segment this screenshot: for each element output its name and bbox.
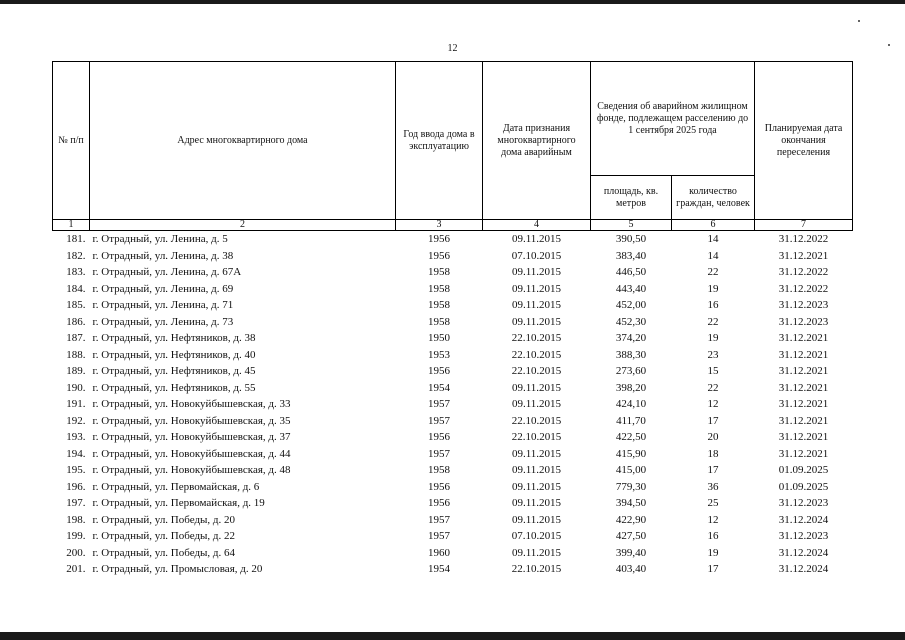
header-address: Адрес многоквартирного дома	[90, 62, 396, 220]
area-cell: 411,70	[616, 414, 646, 427]
year-cell: 1958	[428, 464, 450, 477]
residents-cell: 15	[707, 365, 719, 378]
address-cell: г. Отрадный, ул. Ленина, д. 69	[92, 282, 234, 295]
emergency-date-cell: 09.11.2015	[511, 233, 562, 246]
emergency-date-cell: 07.10.2015	[511, 530, 562, 543]
area-cell: 403,40	[615, 563, 647, 576]
row-number: 196.	[66, 480, 86, 493]
emergency-housing-table	[52, 61, 853, 578]
year-cell: 1958	[428, 315, 450, 328]
emergency-date-cell: 09.11.2015	[511, 282, 562, 295]
residents-cell: 18	[707, 447, 719, 460]
address-cell: г. Отрадный, ул. Ленина, д. 5	[92, 233, 228, 246]
address-cell: г. Отрадный, ул. Первомайская, д. 19	[92, 497, 265, 510]
emergency-date-cell: 09.11.2015	[511, 497, 562, 510]
planned-date-cell: 31.12.2021	[778, 365, 829, 378]
column-number: 1	[53, 220, 90, 231]
table-row	[53, 380, 853, 397]
residents-cell: 20	[707, 431, 719, 444]
residents-cell: 12	[707, 513, 719, 526]
address-cell: г. Отрадный, ул. Новокуйбышевская, д. 48	[92, 464, 291, 477]
residents-cell: 16	[707, 299, 719, 312]
row-number: 194.	[66, 447, 86, 460]
area-cell: 415,90	[615, 447, 647, 460]
address-cell: г. Отрадный, ул. Ленина, д. 67А	[92, 266, 242, 279]
address-cell: г. Отрадный, ул. Победы, д. 64	[92, 546, 236, 559]
row-number: 195.	[66, 464, 86, 477]
area-cell: 390,50	[615, 233, 647, 246]
table-row	[53, 231, 853, 248]
address-cell: г. Отрадный, ул. Новокуйбышевская, д. 37	[92, 431, 291, 444]
planned-date-cell: 01.09.2025	[778, 464, 829, 477]
address-cell: г. Отрадный, ул. Нефтяников, д. 40	[92, 348, 256, 361]
header-number: № п/п	[53, 62, 90, 220]
emergency-date-cell: 09.11.2015	[511, 513, 562, 526]
header-planned-date: Планируемая дата окончания переселения	[755, 62, 853, 220]
residents-cell: 14	[707, 249, 719, 262]
residents-cell: 14	[707, 233, 719, 246]
table-row	[53, 429, 853, 446]
address-cell: г. Отрадный, ул. Победы, д. 20	[92, 513, 236, 526]
row-number: 189.	[66, 365, 86, 378]
column-number: 3	[396, 220, 483, 231]
address-cell: г. Отрадный, ул. Ленина, д. 71	[92, 299, 234, 312]
planned-date-cell: 31.12.2021	[778, 414, 829, 427]
area-cell: 424,10	[615, 398, 647, 411]
planned-date-cell: 31.12.2021	[778, 381, 829, 394]
emergency-date-cell: 09.11.2015	[511, 447, 562, 460]
emergency-date-cell: 09.11.2015	[511, 381, 562, 394]
column-number: 2	[90, 220, 396, 231]
planned-date-cell: 31.12.2022	[778, 266, 829, 279]
row-number: 199.	[66, 530, 86, 543]
address-cell: г. Отрадный, ул. Нефтяников, д. 45	[92, 365, 256, 378]
residents-cell: 23	[707, 348, 719, 361]
row-number: 197.	[66, 497, 86, 510]
residents-cell: 25	[707, 497, 719, 510]
emergency-date-cell: 09.11.2015	[511, 464, 562, 477]
planned-date-cell: 31.12.2023	[778, 315, 829, 328]
planned-date-cell: 01.09.2025	[778, 480, 829, 493]
table-row	[53, 512, 853, 529]
year-cell: 1957	[428, 513, 450, 526]
area-cell: 415,00	[615, 464, 647, 477]
emergency-date-cell: 09.11.2015	[511, 546, 562, 559]
area-cell: 383,40	[615, 249, 647, 262]
row-number: 192.	[66, 414, 86, 427]
area-cell: 273,60	[615, 365, 647, 378]
column-numbers-row	[53, 220, 853, 231]
area-cell: 446,50	[615, 266, 647, 279]
residents-cell: 17	[707, 563, 719, 576]
address-cell: г. Отрадный, ул. Нефтяников, д. 55	[92, 381, 256, 394]
address-cell: г. Отрадный, ул. Первомайская, д. 6	[92, 480, 260, 493]
year-cell: 1956	[428, 249, 450, 262]
table-row	[53, 248, 853, 265]
area-cell: 452,00	[615, 299, 647, 312]
address-cell: г. Отрадный, ул. Новокуйбышевская, д. 33	[92, 398, 291, 411]
planned-date-cell: 31.12.2024	[778, 546, 829, 559]
address-cell: г. Отрадный, ул. Новокуйбышевская, д. 44	[92, 447, 291, 460]
column-number: 4	[483, 220, 591, 231]
year-cell: 1950	[428, 332, 450, 345]
table-row	[53, 297, 853, 314]
year-cell: 1956	[428, 480, 450, 493]
row-number: 186.	[66, 315, 86, 328]
year-cell: 1954	[428, 563, 450, 576]
table-row	[53, 462, 853, 479]
table-row	[53, 545, 853, 562]
emergency-date-cell: 22.10.2015	[511, 414, 562, 427]
page-number: 12	[447, 43, 458, 54]
year-cell: 1957	[428, 447, 450, 460]
row-number: 193.	[66, 431, 86, 444]
area-cell: 422,50	[615, 431, 647, 444]
row-number: 184.	[66, 282, 86, 295]
planned-date-cell: 31.12.2024	[778, 563, 829, 576]
emergency-date-cell: 09.11.2015	[511, 398, 562, 411]
column-number: 6	[672, 220, 755, 231]
emergency-date-cell: 22.10.2015	[511, 431, 562, 444]
residents-cell: 22	[707, 381, 719, 394]
row-number: 188.	[66, 348, 86, 361]
address-cell: г. Отрадный, ул. Нефтяников, д. 38	[92, 332, 256, 345]
emergency-date-cell: 22.10.2015	[511, 365, 562, 378]
scan-speck	[858, 20, 860, 22]
table-row	[53, 347, 853, 364]
residents-cell: 17	[707, 464, 719, 477]
year-cell: 1956	[428, 233, 450, 246]
table-row	[53, 528, 853, 545]
header-housing-info: Сведения об аварийном жилищном фонде, подлежащем расселению до 1 сентября 2025 года	[591, 62, 755, 176]
year-cell: 1953	[428, 348, 450, 361]
area-cell: 399,40	[615, 546, 647, 559]
scan-edge-top	[0, 0, 905, 4]
table-row	[53, 413, 853, 430]
table-row	[53, 330, 853, 347]
table-row	[53, 561, 853, 578]
row-number: 185.	[66, 299, 86, 312]
area-cell: 394,50	[615, 497, 647, 510]
residents-cell: 19	[707, 282, 719, 295]
row-number: 181.	[66, 233, 86, 246]
year-cell: 1956	[428, 365, 450, 378]
planned-date-cell: 31.12.2021	[778, 431, 829, 444]
emergency-date-cell: 07.10.2015	[511, 249, 562, 262]
table-row	[53, 495, 853, 512]
year-cell: 1958	[428, 282, 450, 295]
area-cell: 422,90	[615, 513, 647, 526]
row-number: 182.	[66, 249, 86, 262]
address-cell: г. Отрадный, ул. Промысловая, д. 20	[92, 563, 263, 576]
residents-cell: 22	[707, 315, 719, 328]
area-cell: 427,50	[615, 530, 647, 543]
planned-date-cell: 31.12.2023	[778, 299, 829, 312]
scan-edge-bottom	[0, 632, 905, 640]
column-number: 5	[591, 220, 672, 231]
header-area: площадь, кв. метров	[591, 176, 672, 220]
planned-date-cell: 31.12.2021	[778, 249, 829, 262]
residents-cell: 19	[707, 332, 719, 345]
year-cell: 1954	[428, 381, 450, 394]
residents-cell: 19	[707, 546, 719, 559]
residents-cell: 16	[707, 530, 719, 543]
year-cell: 1958	[428, 299, 450, 312]
row-number: 187.	[66, 332, 86, 345]
year-cell: 1957	[428, 398, 450, 411]
area-cell: 452,30	[615, 315, 647, 328]
year-cell: 1957	[428, 414, 450, 427]
area-cell: 374,20	[615, 332, 647, 345]
table-row	[53, 281, 853, 298]
emergency-date-cell: 09.11.2015	[511, 299, 562, 312]
planned-date-cell: 31.12.2022	[778, 233, 829, 246]
planned-date-cell: 31.12.2023	[778, 530, 829, 543]
address-cell: г. Отрадный, ул. Ленина, д. 73	[92, 315, 234, 328]
planned-date-cell: 31.12.2021	[778, 398, 829, 411]
emergency-date-cell: 09.11.2015	[511, 480, 562, 493]
planned-date-cell: 31.12.2023	[778, 497, 829, 510]
header-year: Год ввода дома в эксплуатацию	[396, 62, 483, 220]
year-cell: 1956	[428, 431, 450, 444]
year-cell: 1958	[428, 266, 450, 279]
table-row	[53, 446, 853, 463]
row-number: 191.	[66, 398, 86, 411]
planned-date-cell: 31.12.2021	[778, 447, 829, 460]
area-cell: 443,40	[615, 282, 647, 295]
header-residents: количество граждан, человек	[672, 176, 755, 220]
planned-date-cell: 31.12.2021	[778, 348, 829, 361]
row-number: 200.	[66, 546, 86, 559]
table-row	[53, 314, 853, 331]
table-row	[53, 363, 853, 380]
address-cell: г. Отрадный, ул. Победы, д. 22	[92, 530, 236, 543]
emergency-date-cell: 22.10.2015	[511, 348, 562, 361]
row-number: 183.	[66, 266, 86, 279]
area-cell: 779,30	[615, 480, 647, 493]
address-cell: г. Отрадный, ул. Ленина, д. 38	[92, 249, 234, 262]
emergency-date-cell: 09.11.2015	[511, 315, 562, 328]
header-emergency-date: Дата признания многоквартирного дома аварийным	[483, 62, 591, 220]
column-number: 7	[755, 220, 853, 231]
planned-date-cell: 31.12.2024	[778, 513, 829, 526]
table-row	[53, 396, 853, 413]
row-number: 190.	[66, 381, 86, 394]
address-cell: г. Отрадный, ул. Новокуйбышевская, д. 35	[92, 414, 291, 427]
table-row	[53, 264, 853, 281]
residents-cell: 22	[707, 266, 719, 279]
residents-cell: 36	[707, 480, 719, 493]
year-cell: 1960	[428, 546, 450, 559]
emergency-date-cell: 09.11.2015	[511, 266, 562, 279]
residents-cell: 17	[707, 414, 719, 427]
emergency-date-cell: 22.10.2015	[511, 332, 562, 345]
area-cell: 388,30	[615, 348, 647, 361]
year-cell: 1957	[428, 530, 450, 543]
planned-date-cell: 31.12.2021	[778, 332, 829, 345]
table-row	[53, 479, 853, 496]
area-cell: 398,20	[615, 381, 647, 394]
residents-cell: 12	[707, 398, 719, 411]
year-cell: 1956	[428, 497, 450, 510]
row-number: 198.	[66, 513, 86, 526]
row-number: 201.	[66, 563, 86, 576]
emergency-date-cell: 22.10.2015	[511, 563, 562, 576]
planned-date-cell: 31.12.2022	[778, 282, 829, 295]
